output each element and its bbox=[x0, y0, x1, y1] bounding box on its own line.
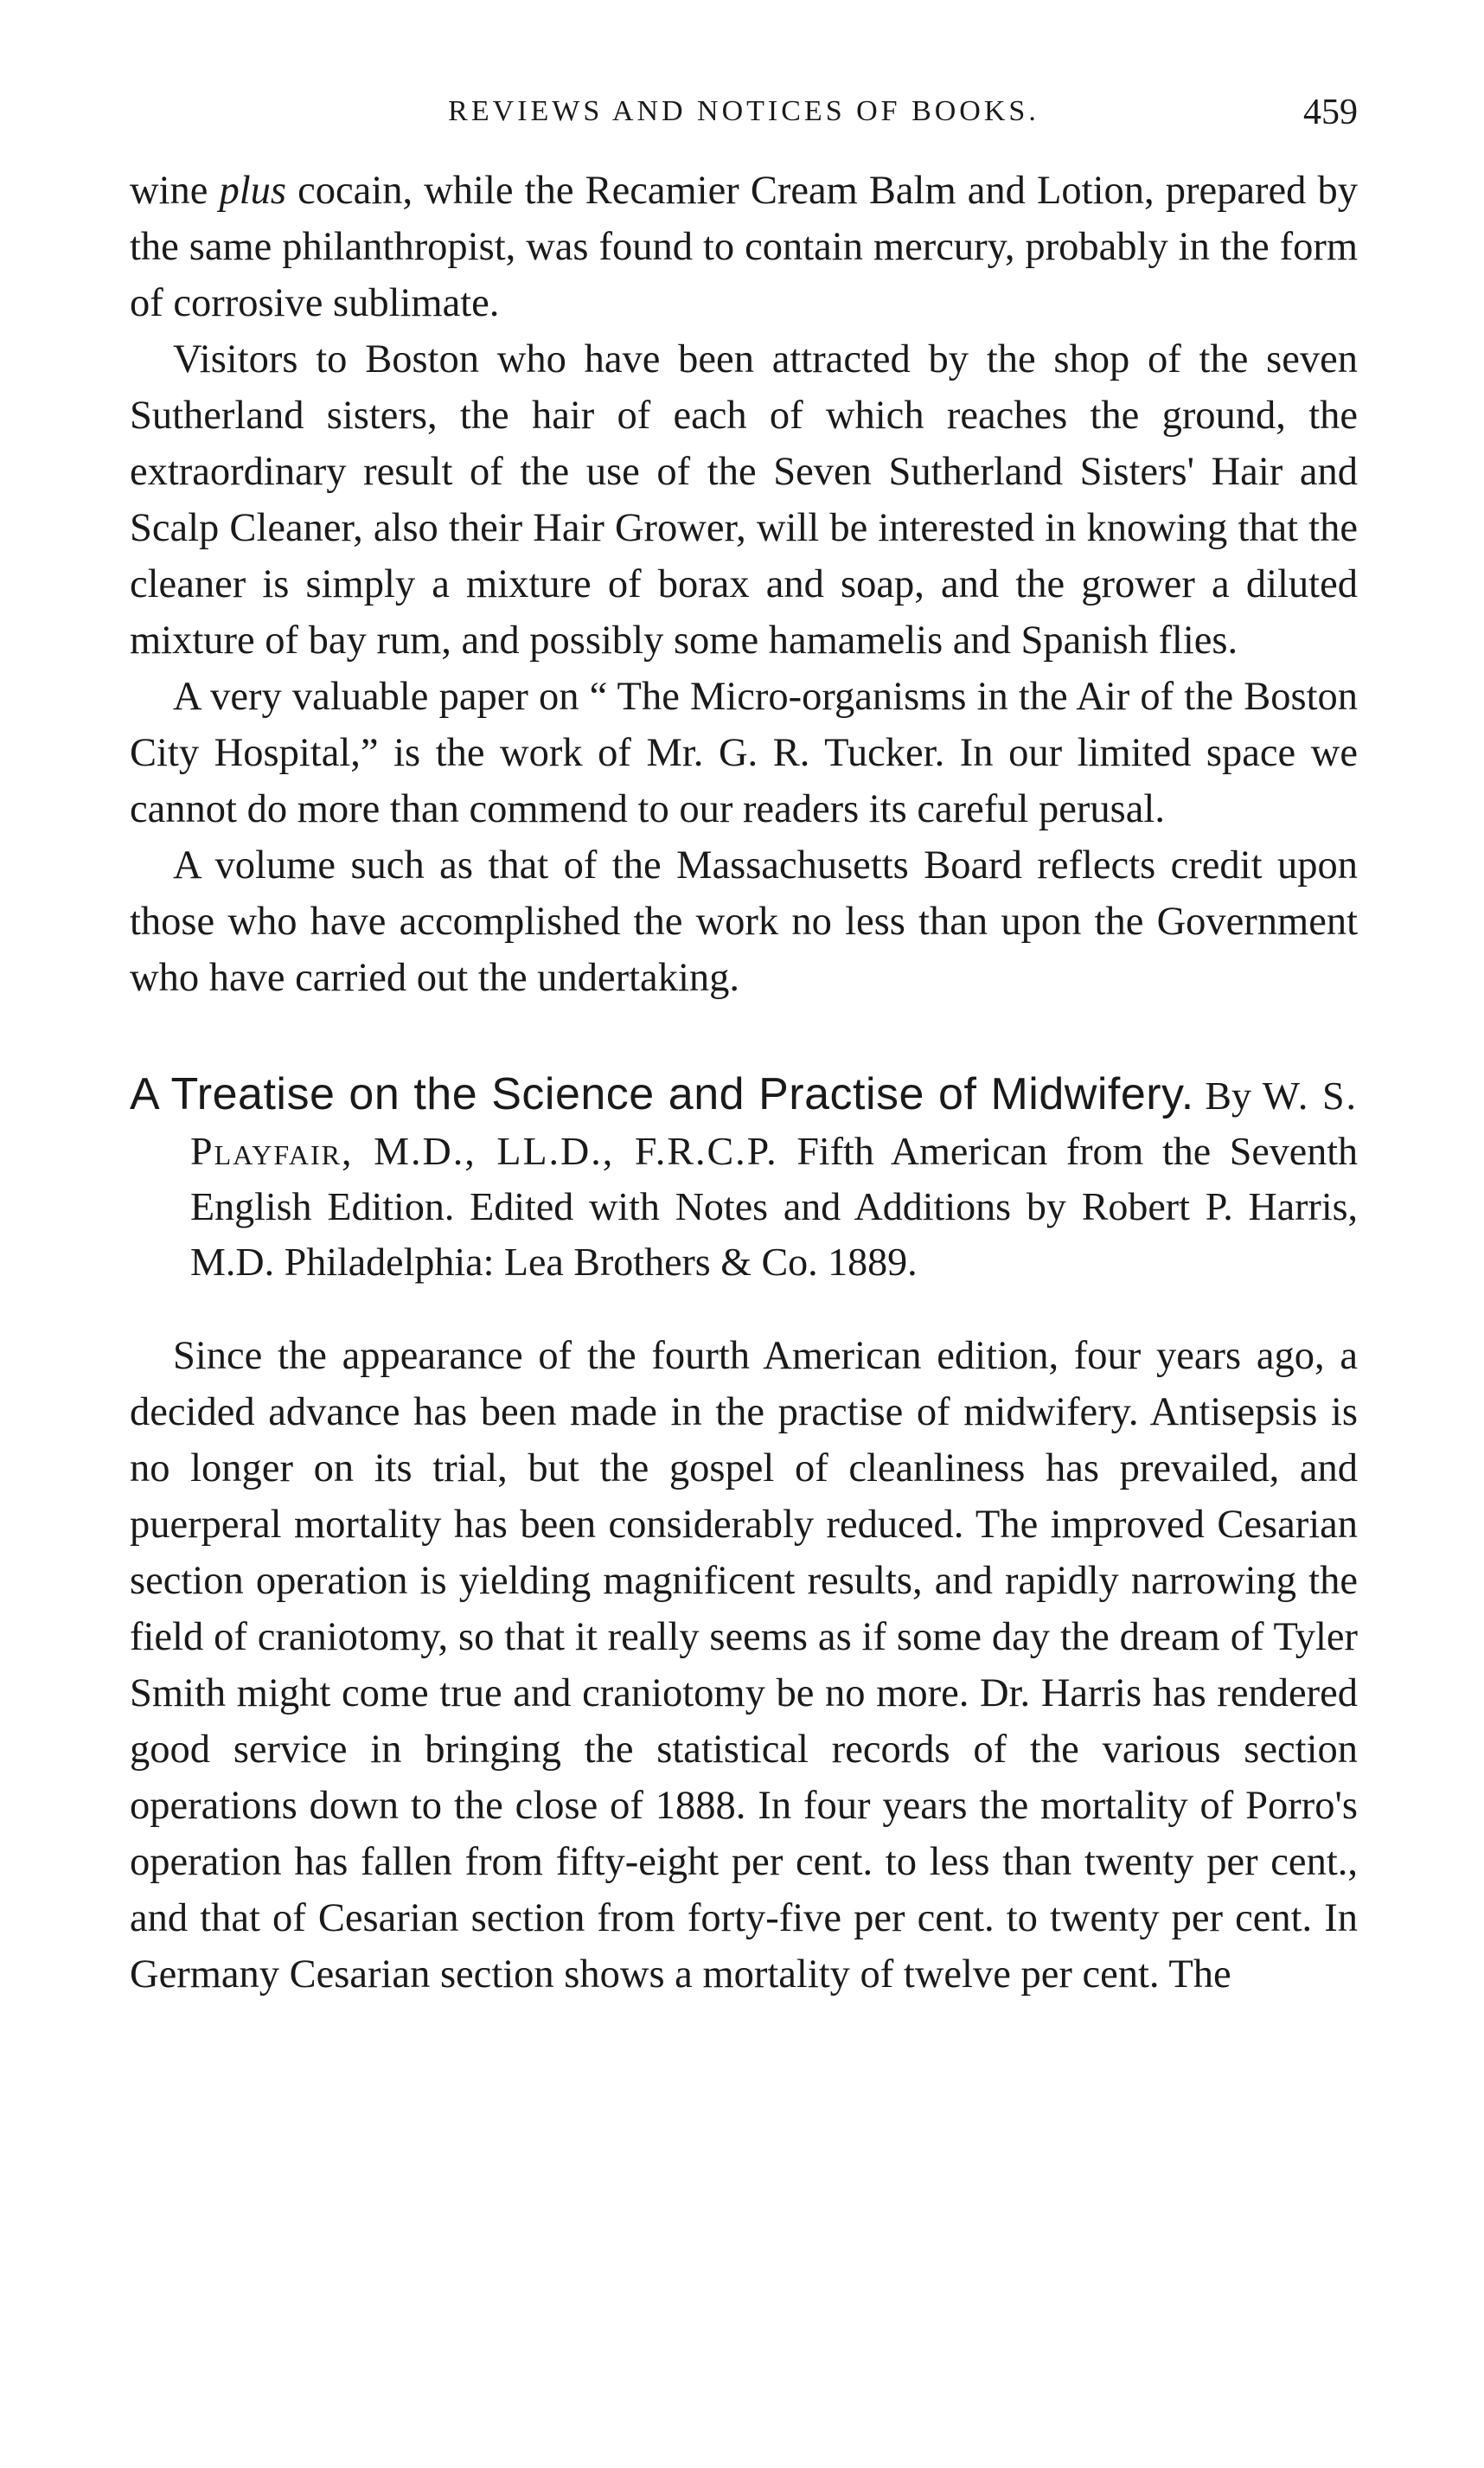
paragraph-text: wine bbox=[130, 169, 220, 213]
paragraph-massachusetts: A volume such as that of the Massachusetts Board reflects credit upon those who have accomplished the work no less than upon the Government who have carried out the undertaking. bbox=[130, 843, 1358, 1000]
review-body: Since the appearance of the fourth American edition, four years ago, a decided advance has been made in the practise of midwifery. Antisepsis is no longer on its trial, but the gospel of cleanliness has prevailed, and puerperal mortality has been considerably reduced. The improved Cesarian section operation is yielding magnificent results, and rapidly narrowing the field of craniotomy, so that it really seems as if some day the dream of Tyler Smith might come true and craniotomy be no more. Dr. Harris has rendered good service in bringing the statistical records of the various section operations down to the close of 1888. In four years the mortality of Porro's operation has fallen from fifty-eight per cent. to less than twenty per cent., and that of Cesarian section from forty-five per cent. to twenty per cent. In Germany Cesarian section shows a mortality of twelve per cent. The bbox=[130, 1334, 1358, 1997]
book-page bbox=[130, 87, 1358, 2003]
paragraph-micro-organisms: A very valuable paper on “ The Micro-organisms in the Air of the Boston City Hospital,” is the work of Mr. G. R. Tucker. In our limited space we cannot do more than commend to our readers its careful perusal. bbox=[130, 675, 1358, 831]
paragraph-recamier bbox=[130, 163, 1358, 331]
by-word: By bbox=[1205, 1074, 1251, 1118]
running-head bbox=[130, 87, 1358, 138]
page-number: 459 bbox=[1303, 93, 1358, 132]
paragraph-text: cocain, while the Recamier Cream Balm and Lotion, prepared by the same philanthropist, was found to contain mercury, probably in the form of corrosive sublimate. bbox=[130, 169, 1358, 325]
running-head-title: REVIEWS AND NOTICES OF BOOKS. bbox=[448, 95, 1039, 127]
book-author: W. S. Playfair, M.D., LL.D., F.R.C.P. bbox=[190, 1074, 1359, 1173]
italic-word: plus bbox=[219, 169, 287, 213]
paragraph-sutherland: Visitors to Boston who have been attracted by the shop of the seven Sutherland sisters, the hair of each of which reaches the ground, the extraordinary result of the use of the Seven Sutherland Sisters' Hair and Scalp Cleaner, also their Hair Grower, will be interested in knowing that the cleaner is simply a mixture of borax and soap, and the grower a diluted mixture of bay rum, and possibly some hamamelis and Spanish flies. bbox=[130, 337, 1358, 663]
book-title: A Treatise on the Science and Practise of Midwifery. bbox=[130, 1069, 1194, 1119]
book-details: Fifth American from the Seventh English Edition. Edited with Notes and Additions by Robert P. Harris, M.D. Philadelphia: Lea Brothers & Co. 1889. bbox=[190, 1129, 1358, 1284]
review-heading bbox=[130, 1067, 1358, 1290]
